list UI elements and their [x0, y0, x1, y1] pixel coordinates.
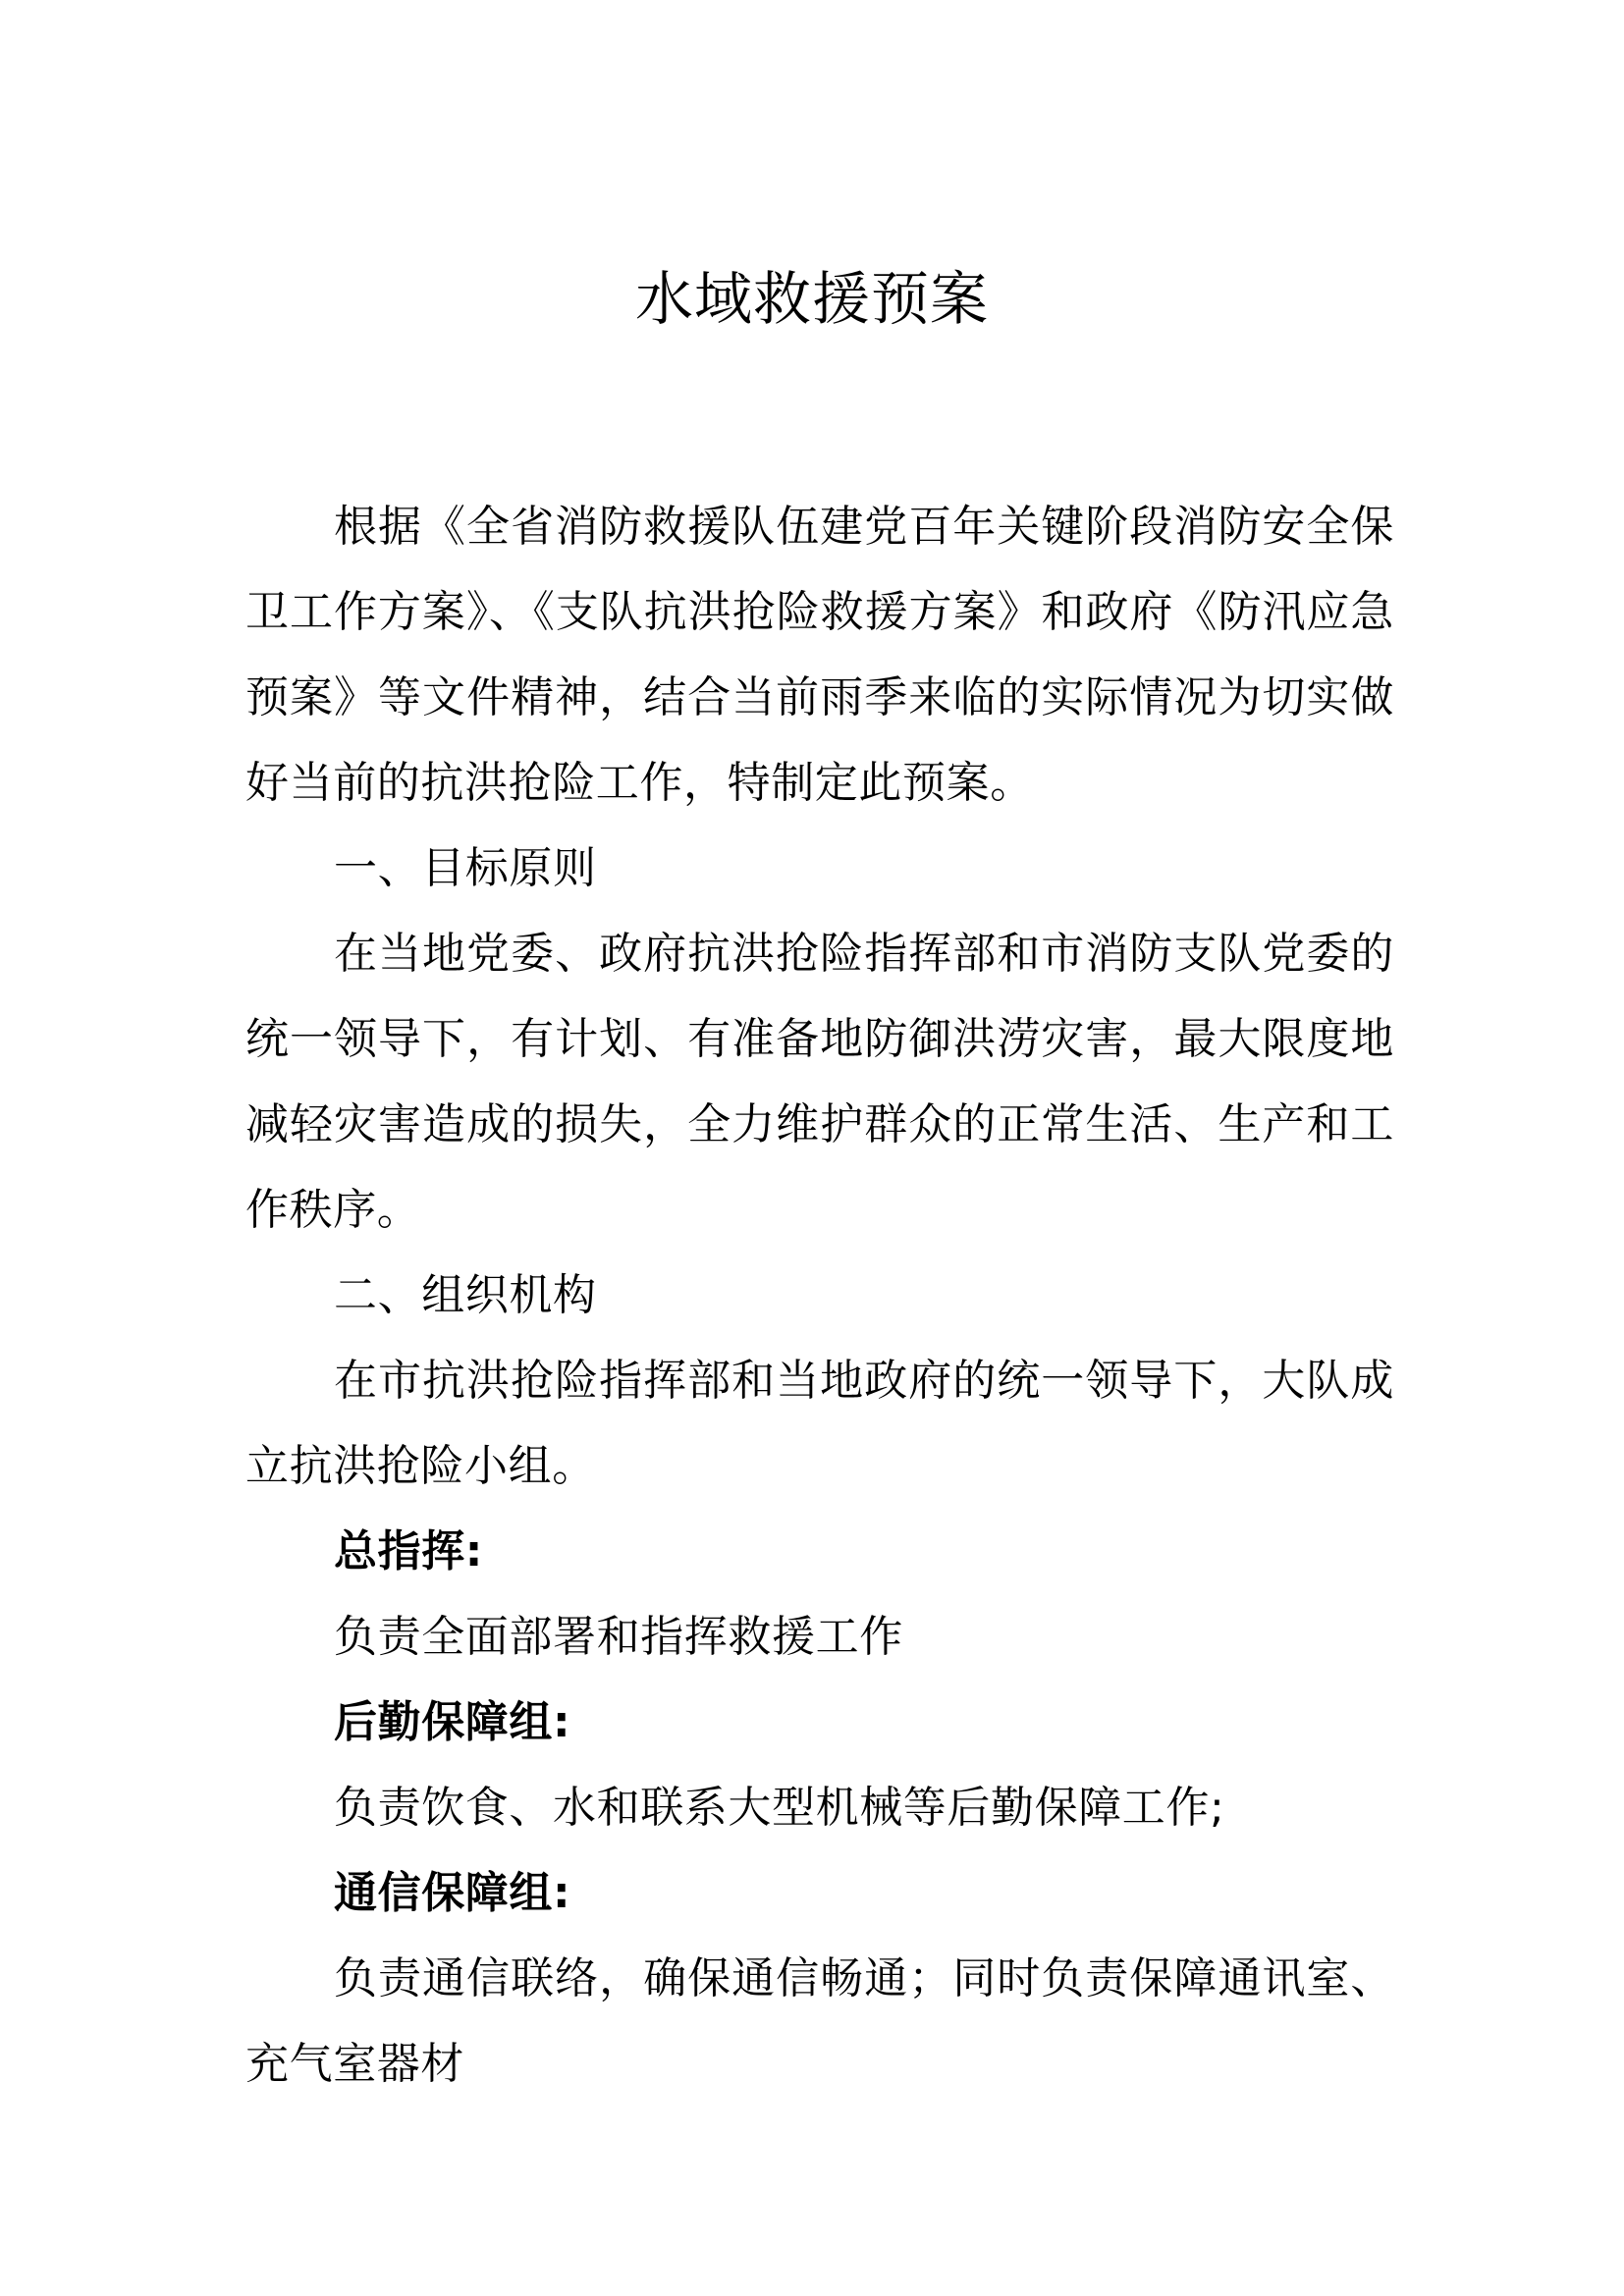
organization-paragraph: 在市抗洪抢险指挥部和当地政府的统一领导下，大队成立抗洪抢险小组。: [245, 1356, 1394, 1491]
role-title-logistics: 后勤保障组:: [334, 1697, 571, 1747]
role-duty-communications: 负责通信联络，确保通信畅通；同时负责保障通讯室、充气室器材: [245, 1953, 1394, 2089]
goals-paragraph: 在当地党委、政府抗洪抢险指挥部和市消防支队党委的统一领导下，有计划、有准备地防御洪涝灾害，最大限度地减轻灾害造成的损失，全力维护群众的正常生活、生产和工作秩序。: [245, 929, 1394, 1235]
document-body: [245, 484, 1394, 2107]
intro-paragraph: 根据《全省消防救援队伍建党百年关键阶段消防安全保卫工作方案》、《支队抗洪抢险救援方案》和政府《防汛应急预案》等文件精神，结合当前雨季来临的实际情况为切实做好当前的抗洪抢险工作，特制定此预案。: [245, 502, 1394, 808]
document-title: 水域救援预案: [634, 265, 989, 333]
role-duty-logistics: 负责饮食、水和联系大型机械等后勤保障工作;: [334, 1783, 1225, 1833]
role-title-communications: 通信保障组:: [334, 1868, 571, 1918]
section-heading-goals: 一、目标原则: [334, 843, 597, 893]
section-heading-organization: 二、组织机构: [334, 1270, 597, 1320]
role-duty-commander: 负责全面部署和指挥救援工作: [334, 1612, 903, 1662]
role-title-commander: 总指挥:: [334, 1526, 483, 1576]
